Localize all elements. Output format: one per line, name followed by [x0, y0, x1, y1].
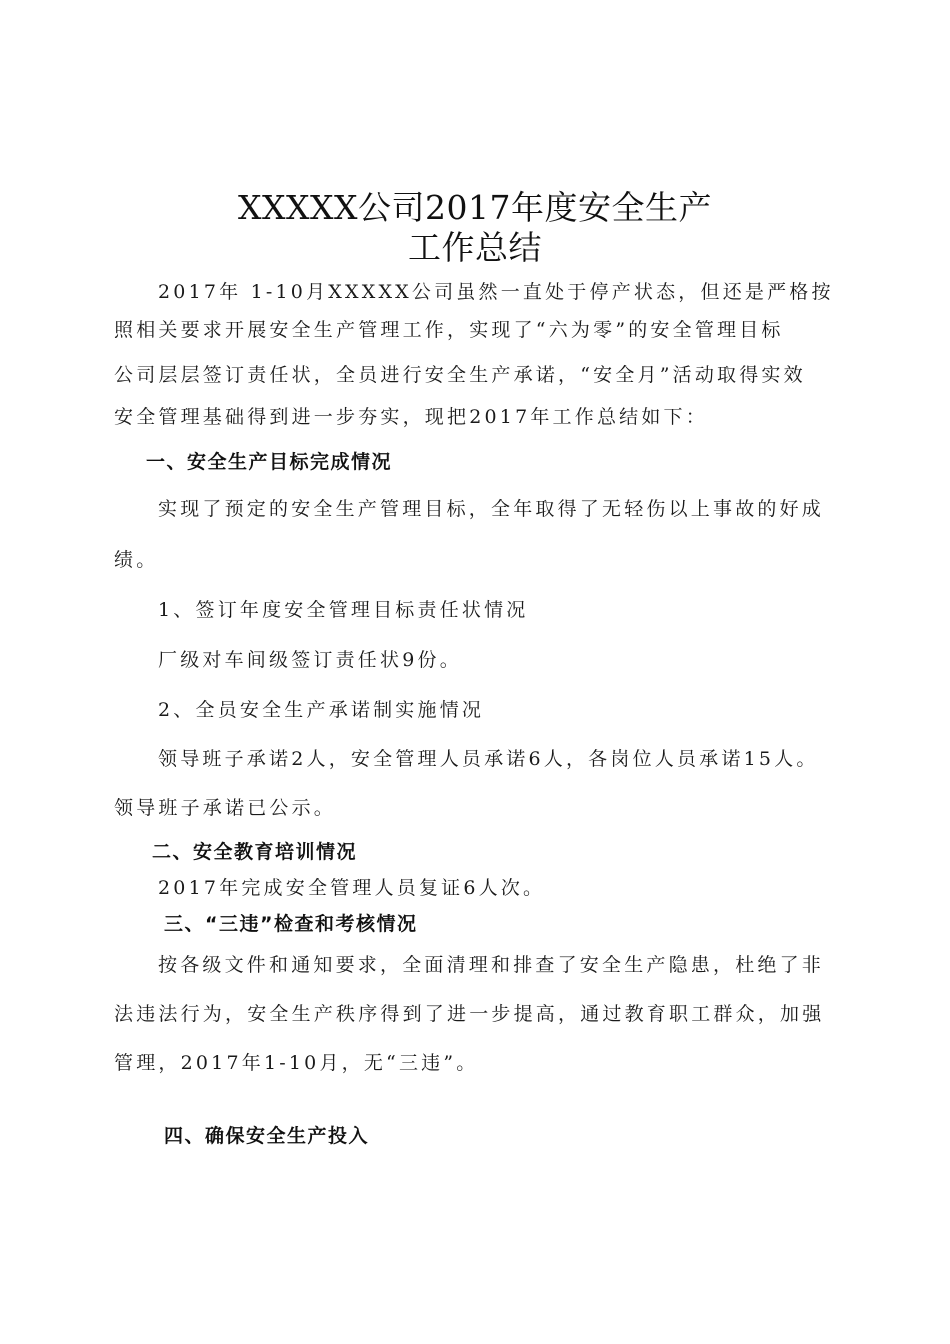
section-1-paragraph-line-2: 绩。: [114, 549, 159, 571]
section-3-heading: 三、“三违”检查和考核情况: [164, 913, 418, 935]
subsection-2-heading: 2、全员安全生产承诺制实施情况: [158, 699, 485, 721]
section-3-paragraph-line-2: 法违法行为，安全生产秩序得到了进一步提高，通过教育职工群众，加强: [114, 1003, 825, 1025]
intro-line-1: 2017年 1-10月XXXXX公司虽然一直处于停产状态，但还是严格按: [158, 281, 834, 303]
document-title-line-2: 工作总结: [408, 228, 542, 267]
subsection-2-text-continued: 领导班子承诺已公示。: [114, 797, 337, 819]
subsection-2-text: 领导班子承诺2人，安全管理人员承诺6人，各岗位人员承诺15人。: [158, 748, 819, 770]
section-2-heading: 二、安全教育培训情况: [152, 841, 358, 863]
section-2-paragraph: 2017年完成安全管理人员复证6人次。: [158, 877, 546, 899]
subsection-1-text: 厂级对车间级签订责任状9份。: [158, 649, 462, 671]
section-3-paragraph-line-1: 按各级文件和通知要求，全面清理和排查了安全生产隐患，杜绝了非: [158, 954, 825, 976]
subsection-1-heading: 1、签订年度安全管理目标责任状情况: [158, 599, 529, 621]
document-title-line-1: XXXXX公司2017年度安全生产: [238, 188, 712, 227]
intro-line-3: 公司层层签订责任状，全员进行安全生产承诺，“安全月”活动取得实效: [114, 364, 806, 386]
intro-line-2: 照相关要求开展安全生产管理工作，实现了“六为零”的安全管理目标: [114, 319, 784, 341]
intro-line-4: 安全管理基础得到进一步夯实，现把2017年工作总结如下：: [114, 406, 708, 428]
section-4-heading: 四、确保安全生产投入: [164, 1125, 370, 1147]
section-1-heading: 一、安全生产目标完成情况: [146, 451, 393, 473]
section-3-paragraph-line-3: 管理，2017年1-10月，无“三违”。: [114, 1052, 479, 1074]
section-1-paragraph-line-1: 实现了预定的安全生产管理目标，全年取得了无轻伤以上事故的好成: [158, 498, 825, 520]
